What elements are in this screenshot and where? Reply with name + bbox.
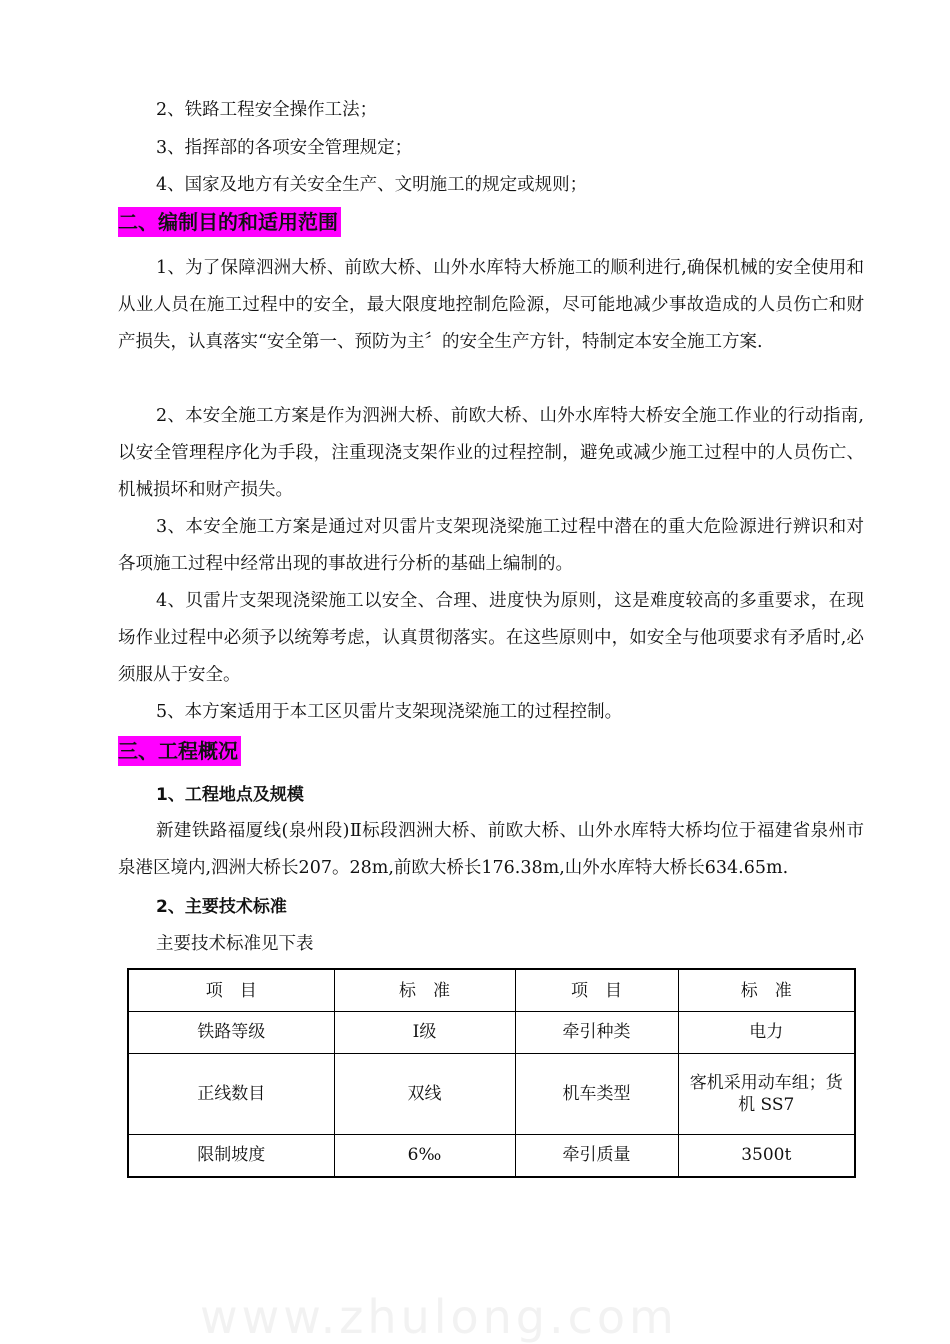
table-header-cell: 项 目 <box>515 969 678 1012</box>
table-intro: 主要技术标准见下表 <box>156 934 314 954</box>
table-cell: 客机采用动车组；货机 SS7 <box>678 1053 855 1134</box>
subheading-location: 1、工程地点及规模 <box>156 785 304 805</box>
table-cell: Ⅰ级 <box>334 1012 515 1054</box>
paragraph: 新建铁路福厦线(泉州段)Ⅱ标段泗洲大桥、前欧大桥、山外水库特大桥均位于福建省泉州市泉港区境内,泗洲大桥长207。28m,前欧大桥长176.38m,山外水库特大桥长634.65m. <box>118 821 864 878</box>
table-header-row <box>128 969 855 1012</box>
table-cell: 6‰ <box>334 1134 515 1177</box>
watermark: www.zhulong.com <box>200 1290 678 1344</box>
table-cell: 牵引质量 <box>515 1134 678 1177</box>
table-row <box>128 1012 855 1054</box>
table-header-cell: 项 目 <box>128 969 334 1012</box>
paragraph: 4、贝雷片支架现浇梁施工以安全、合理、进度快为原则，这是难度较高的多重要求，在现场作业过程中必须予以统筹考虑，认真贯彻落实。在这些原则中，如安全与他项要求有矛盾时,必须服从于安全。 <box>118 591 864 685</box>
table-cell: 电力 <box>678 1012 855 1054</box>
table-cell: 铁路等级 <box>128 1012 334 1054</box>
table-cell: 3500t <box>678 1134 855 1177</box>
table-row <box>128 1134 855 1177</box>
paragraph: 1、为了保障泗洲大桥、前欧大桥、山外水库特大桥施工的顺利进行,确保机械的安全使用和从业人员在施工过程中的安全，最大限度地控制危险源，尽可能地减少事故造成的人员伤亡和财产损失，认真落实“安全第一、预防为主〞的安全生产方针，特制定本安全施工方案. <box>118 258 864 352</box>
table-cell: 正线数目 <box>128 1053 334 1134</box>
table-row <box>128 1053 855 1134</box>
table-header-cell: 标 准 <box>334 969 515 1012</box>
table-cell: 双线 <box>334 1053 515 1134</box>
subheading-standards: 2、主要技术标准 <box>156 897 287 917</box>
list-item: 4、国家及地方有关安全生产、文明施工的规定或规则； <box>156 175 588 195</box>
table-header-cell: 标 准 <box>678 969 855 1012</box>
list-item: 3、指挥部的各项安全管理规定； <box>156 138 413 158</box>
paragraph: 5、本方案适用于本工区贝雷片支架现浇梁施工的过程控制。 <box>156 702 623 722</box>
section-heading-overview: 三、工程概况 <box>118 736 241 766</box>
paragraph: 2、本安全施工方案是作为泗洲大桥、前欧大桥、山外水库特大桥安全施工作业的行动指南,以安全管理程序化为手段，注重现浇支架作业的过程控制，避免或减少施工过程中的人员伤亡、机械损坏和财产损失。 <box>118 406 864 500</box>
table-cell: 限制坡度 <box>128 1134 334 1177</box>
paragraph: 3、本安全施工方案是通过对贝雷片支架现浇梁施工过程中潜在的重大危险源进行辨识和对各项施工过程中经常出现的事故进行分析的基础上编制的。 <box>118 517 864 574</box>
table-cell: 牵引种类 <box>515 1012 678 1054</box>
table-cell: 机车类型 <box>515 1053 678 1134</box>
list-item: 2、铁路工程安全操作工法； <box>156 100 378 120</box>
standards-table <box>127 968 856 1178</box>
section-heading-purpose: 二、编制目的和适用范围 <box>118 207 341 237</box>
